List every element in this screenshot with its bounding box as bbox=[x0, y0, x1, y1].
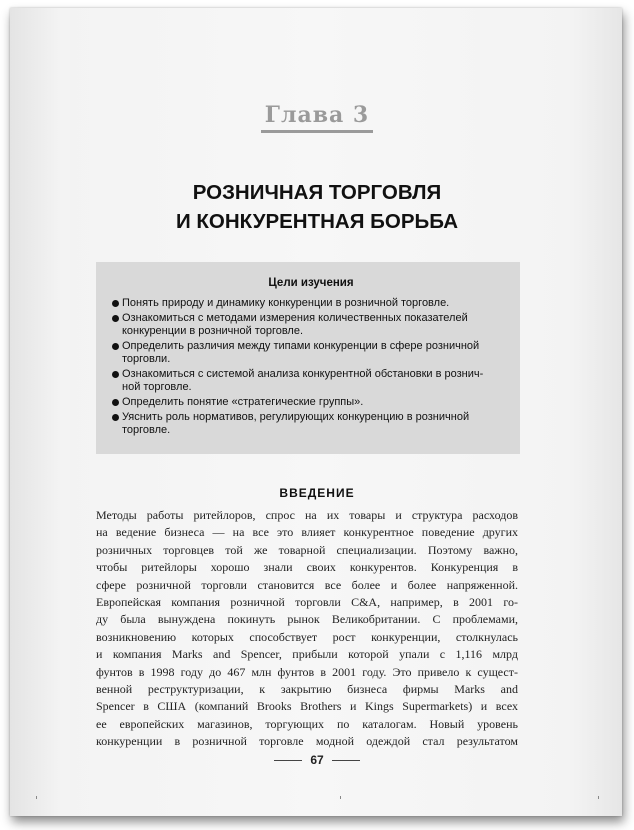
body-line: сфере розничной торговли становится все более и более напряженной. bbox=[96, 577, 518, 592]
chapter-label-block bbox=[0, 102, 634, 133]
learning-goal-item bbox=[112, 368, 510, 394]
learning-goals-box bbox=[96, 262, 520, 454]
goal-line: Уяснить роль нормативов, регулирующих конкуренцию в розничной bbox=[122, 411, 470, 423]
bullet-icon bbox=[112, 371, 119, 378]
body-line: Европейская компания розничной торговли C&A, например, в 2001 го- bbox=[96, 595, 518, 610]
body-paragraph bbox=[96, 507, 518, 751]
goal-line: Определить понятие «стратегические группы». bbox=[122, 396, 364, 408]
goal-line: ной торговле. bbox=[122, 381, 192, 393]
section-heading-introduction: ВВЕДЕНИЕ bbox=[279, 486, 355, 500]
crop-mark bbox=[598, 796, 599, 799]
body-line: Методы работы ритейлоров, спрос на их товары и структура расходов bbox=[96, 508, 518, 522]
learning-goal-item bbox=[112, 396, 510, 409]
body-line: венной реструктуризации, к закрытию бизнеса фирмы Marks and bbox=[96, 682, 518, 697]
body-line: фунтов в 1998 году до 467 млн фунтов в 2001 году. Это привело к сущест- bbox=[96, 664, 518, 679]
body-line: розничных торговцев той же товарной специализации. Поэтому важно, bbox=[96, 542, 518, 557]
learning-goal-item bbox=[112, 411, 510, 437]
goal-line: конкуренции в розничной торговле. bbox=[122, 325, 304, 337]
footer-rule-right bbox=[332, 760, 360, 761]
learning-goals-list bbox=[112, 297, 510, 437]
goal-line: Определить различия между типами конкуренции в сфере розничной bbox=[122, 340, 480, 352]
learning-goals-heading: Цели изучения bbox=[268, 277, 354, 289]
goal-line: Ознакомиться с системой анализа конкурентной обстановки в рознич- bbox=[122, 368, 484, 380]
body-line: ду была вынуждена покинуть рынок Великобритании. С проблемами, bbox=[96, 612, 518, 627]
body-line: ее европейских магазинов, торгующих по каталогам. Новый уровень bbox=[96, 716, 518, 731]
bullet-icon bbox=[112, 399, 119, 406]
goal-line: Ознакомиться с методами измерения количественных показателей bbox=[122, 312, 468, 324]
page-footer bbox=[0, 753, 634, 767]
body-line: Spencer в США (компаний Brooks Brothers и Kings Supermarkets) и всех bbox=[96, 699, 518, 714]
bullet-icon bbox=[112, 343, 119, 350]
footer-rule-left bbox=[274, 760, 302, 761]
crop-mark bbox=[340, 796, 341, 799]
body-line: и компания Marks and Spencer, прибыли которой упали с 1,116 млрд bbox=[96, 647, 518, 662]
chapter-label: Глава 3 bbox=[261, 102, 373, 133]
body-line: чтобы ритейлоры хорошо знали своих конкурентов. Конкуренция в bbox=[96, 560, 518, 575]
chapter-title-line-1: РОЗНИЧНАЯ ТОРГОВЛЯ bbox=[192, 181, 442, 204]
goal-line: торговле. bbox=[122, 424, 171, 436]
goal-line: торговли. bbox=[122, 353, 171, 365]
learning-goal-item bbox=[112, 312, 510, 338]
page-number: 67 bbox=[310, 753, 324, 767]
learning-goal-item bbox=[112, 340, 510, 366]
bullet-icon bbox=[112, 300, 119, 307]
crop-mark bbox=[36, 796, 37, 799]
chapter-title bbox=[0, 178, 634, 236]
learning-goal-item bbox=[112, 297, 510, 310]
bullet-icon bbox=[112, 414, 119, 421]
chapter-title-line-2: И КОНКУРЕНТНАЯ БОРЬБА bbox=[175, 210, 459, 233]
goal-line: Понять природу и динамику конкуренции в розничной торговле. bbox=[122, 297, 450, 309]
body-line: возникновению которых способствует рост конкуренции, столкнулась bbox=[96, 629, 518, 644]
bullet-icon bbox=[112, 315, 119, 322]
body-line: на ведение бизнеса — на все это влияет конкурентное поведение других bbox=[96, 525, 518, 540]
body-line: конкуренции в розничной торговле модной одеждой стал результатом bbox=[96, 734, 518, 749]
